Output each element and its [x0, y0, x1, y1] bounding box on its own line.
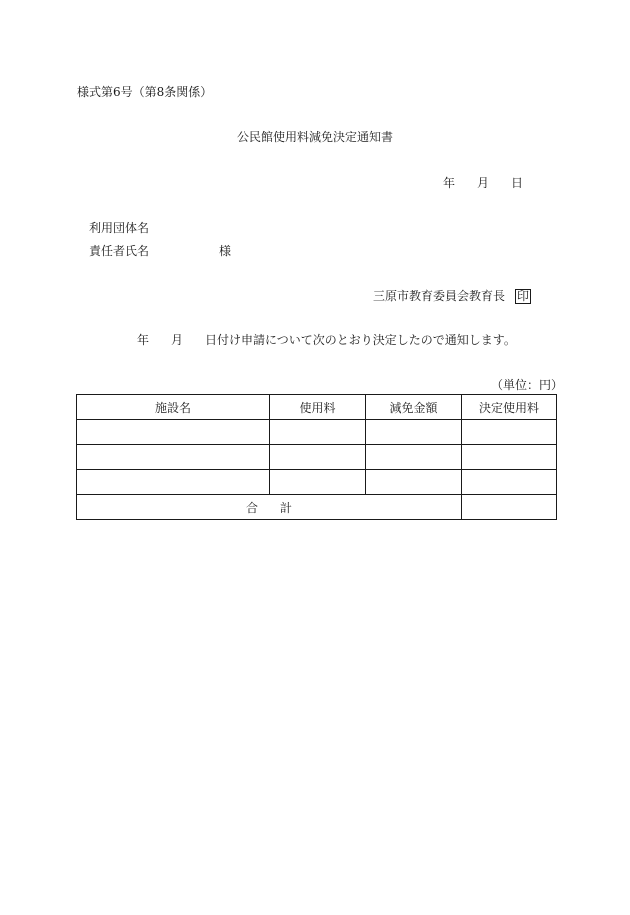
total-value-cell [462, 495, 557, 520]
date-month-label: 月 [477, 176, 490, 190]
form-number: 様式第6号（第8条関係） [77, 85, 213, 99]
table-cell [270, 420, 366, 445]
header-decided-fee: 決定使用料 [462, 395, 557, 420]
total-label-part-1: 合 [245, 500, 258, 515]
issuer-line [373, 289, 531, 304]
organization-name-label: 利用団体名 [89, 221, 150, 235]
notice-year-label: 年 [137, 333, 150, 347]
fee-table [76, 394, 557, 520]
table-row [77, 420, 557, 445]
total-label [77, 495, 462, 520]
table-cell [462, 420, 557, 445]
unit-label: （単位：円） [491, 378, 564, 392]
total-label-part-2: 計 [280, 500, 293, 515]
document-title: 公民館使用料減免決定通知書 [236, 130, 393, 144]
table-cell [77, 470, 270, 495]
notice-month-label: 月 [171, 333, 184, 347]
total-row [77, 495, 557, 520]
date-year-label: 年 [443, 176, 456, 190]
notice-text: 日付け申請について次のとおり決定したので通知します。 [205, 333, 516, 347]
header-facility-name: 施設名 [77, 395, 270, 420]
table-cell [366, 445, 462, 470]
table-cell [366, 420, 462, 445]
issuer-name: 三原市教育委員会教育長 [373, 289, 506, 303]
table-cell [366, 470, 462, 495]
header-usage-fee: 使用料 [270, 395, 366, 420]
seal-mark: 印 [517, 289, 530, 303]
table-cell [77, 420, 270, 445]
table-cell [462, 470, 557, 495]
table-cell [270, 470, 366, 495]
responsible-person-line [89, 244, 231, 258]
notice-sentence [137, 333, 516, 347]
table-header-row [77, 395, 557, 420]
honorific: 様 [219, 244, 232, 258]
table-cell [462, 445, 557, 470]
header-exemption-amount: 減免金額 [366, 395, 462, 420]
table-row [77, 445, 557, 470]
date-line [443, 176, 523, 190]
table-cell [77, 445, 270, 470]
table-row [77, 470, 557, 495]
responsible-person-label: 責任者氏名 [89, 244, 150, 258]
date-day-label: 日 [511, 176, 524, 190]
table-cell [270, 445, 366, 470]
